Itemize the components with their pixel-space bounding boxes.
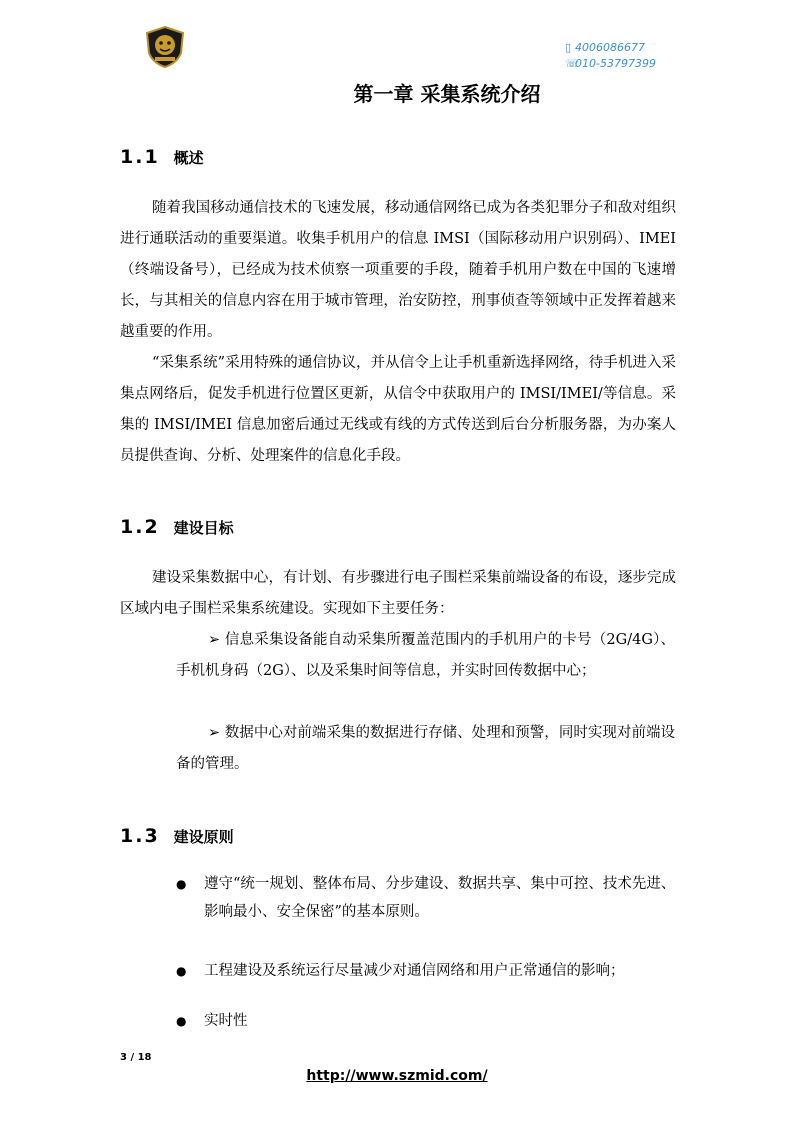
paragraph: 建设采集数据中心，有计划、有步骤进行电子围栏采集前端设备的布设，逐步完成区域内电子围栏采集系统建设。实现如下主要任务： — [120, 570, 676, 617]
list-item: ➢ 数据中心对前端采集的数据进行存储、处理和预警，同时实现对前端设备的管理。 — [176, 725, 675, 772]
bullet-item: ● 遵守“统一规划、整体布局、分步建设、数据共享、集中可控、技术先进、影响最小、安全保密”的基本原则。 — [176, 870, 676, 926]
hotline-contacts — [565, 40, 656, 72]
bullet-item: ● 工程建设及系统运行尽量减少对通信网络和用户正常通信的影响； — [176, 957, 676, 985]
bullet-item: ● 实时性 — [176, 1007, 676, 1035]
bullet-dot-icon: ● — [176, 964, 187, 978]
website-link[interactable]: http://www.szmid.com/ — [306, 1068, 488, 1084]
paragraph: 随着我国移动通信技术的飞速发展，移动通信网络已成为各类犯罪分子和敌对组织进行通联活动的重要渠道。收集手机用户的信息 IMSI（国际移动用户识别码）、IMEI（终端设备号），已经成为技术侦察一项重要的手段，随着手机用户数在中国的飞速增长，与其相关的信息内容在用于城市管理，治安防控，刑事侦查等领域中正发挥着越来越重要的作用。 — [120, 200, 676, 340]
lion-shield-logo-icon — [143, 25, 187, 69]
paragraph: “采集系统”采用特殊的通信协议，并从信令上让手机重新选择网络，待手机进入采集点网络后，促发手机进行位置区更新，从信令中获取用户的 IMSI/IMEI/等信息。采集的 IMSI/IMEI 信息加密后通过无线或有线的方式传送到后台分析服务器，为办案人员提供查询、分析、处理案件的信息化手段。 — [120, 355, 676, 464]
section-heading-1-2: 1.2 建设目标 — [120, 516, 234, 538]
list-item: ➢ 信息采集设备能自动采集所覆盖范围内的手机用户的卡号（2G/4G）、手机机身码（2G）、以及采集时间等信息，并实时回传数据中心； — [176, 632, 675, 679]
hotline-phone-1: ▯ 4006086677 — [565, 41, 646, 54]
hotline-phone-2: ☏010-53797399 — [565, 57, 656, 70]
chapter-title: 第一章 采集系统介绍 — [353, 82, 541, 106]
telephone-icon: ☏ — [565, 57, 579, 70]
footer — [0, 1068, 794, 1084]
bullet-dot-icon: ● — [176, 877, 187, 891]
page-number: 3 / 18 — [120, 1052, 152, 1063]
section-heading-1-3: 1.3 建设原则 — [120, 825, 234, 847]
section-heading-1-1: 1.1 概述 — [120, 146, 204, 168]
mobile-phone-icon: ▯ — [565, 41, 572, 54]
bullet-dot-icon: ● — [176, 1014, 187, 1028]
